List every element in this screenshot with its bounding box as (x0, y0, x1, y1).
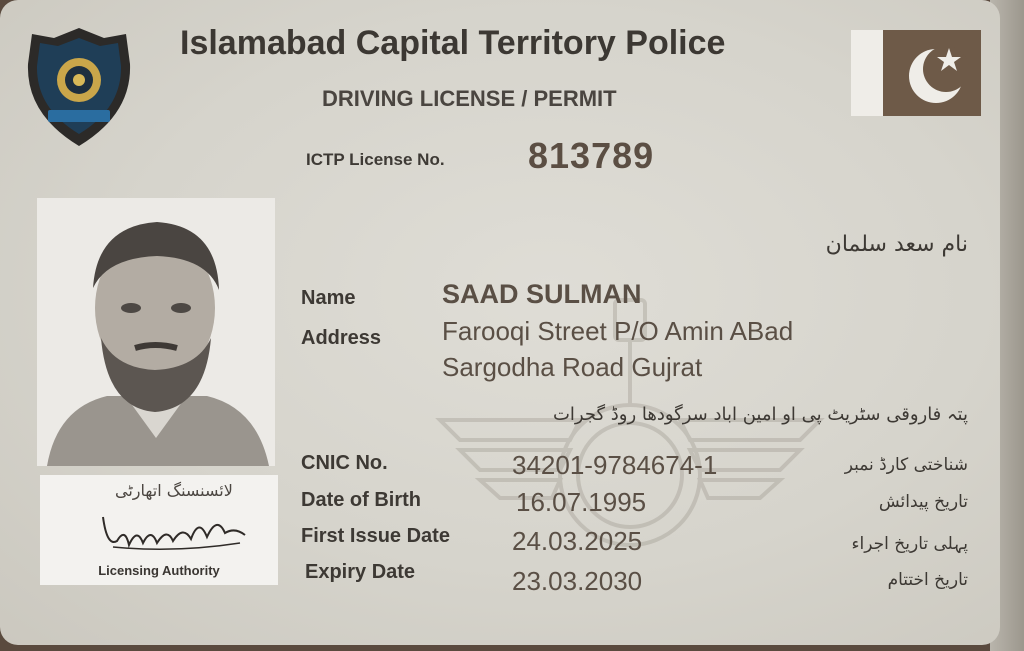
address-line2: Sargodha Road Gujrat (442, 352, 703, 382)
dob-label: Date of Birth (301, 489, 421, 511)
holder-name: SAAD SULMAN (442, 279, 642, 309)
signature-urdu-label: لائسنسنگ اتھارٹی (115, 481, 233, 500)
address-line1: Farooqi Street P/O Amin ABad (442, 316, 794, 346)
license-number-label: ICTP License No. (306, 150, 445, 169)
signature-icon (95, 497, 255, 557)
portrait-image (37, 198, 275, 466)
expiry-urdu: تاریخ اختتام (887, 570, 968, 590)
expiry-date: 23.03.2030 (512, 566, 643, 596)
address-urdu: پتہ فاروقی سٹریٹ پی او امین اباد سرگودھا روڈ گجرات (552, 404, 968, 425)
pakistan-flag-icon (851, 30, 981, 116)
address-label: Address (301, 327, 382, 349)
cnic-number: 34201-9784674-1 (512, 450, 718, 480)
cnic-label: CNIC No. (301, 452, 388, 474)
signature-box (40, 475, 278, 585)
authority-title: Islamabad Capital Territory Police (180, 24, 726, 62)
document-type: DRIVING LICENSE / PERMIT (322, 86, 617, 111)
first-issue-date: 24.03.2025 (512, 526, 643, 556)
name-urdu: نام سعد سلمان (825, 232, 968, 257)
expiry-label: Expiry Date (305, 561, 416, 583)
name-label: Name (301, 287, 356, 309)
dob-urdu: تاریخ پیدائش (878, 492, 968, 512)
signature-label: Licensing Authority (98, 563, 220, 578)
date-of-birth: 16.07.1995 (516, 487, 647, 517)
first-issue-label: First Issue Date (301, 525, 450, 547)
police-badge-icon (22, 24, 136, 150)
cnic-urdu: شناختی کارڈ نمبر (844, 455, 968, 475)
holder-photo (37, 198, 275, 466)
first-issue-urdu: پہلی تاریخ اجراء (851, 534, 968, 554)
license-number: 813789 (528, 135, 655, 176)
